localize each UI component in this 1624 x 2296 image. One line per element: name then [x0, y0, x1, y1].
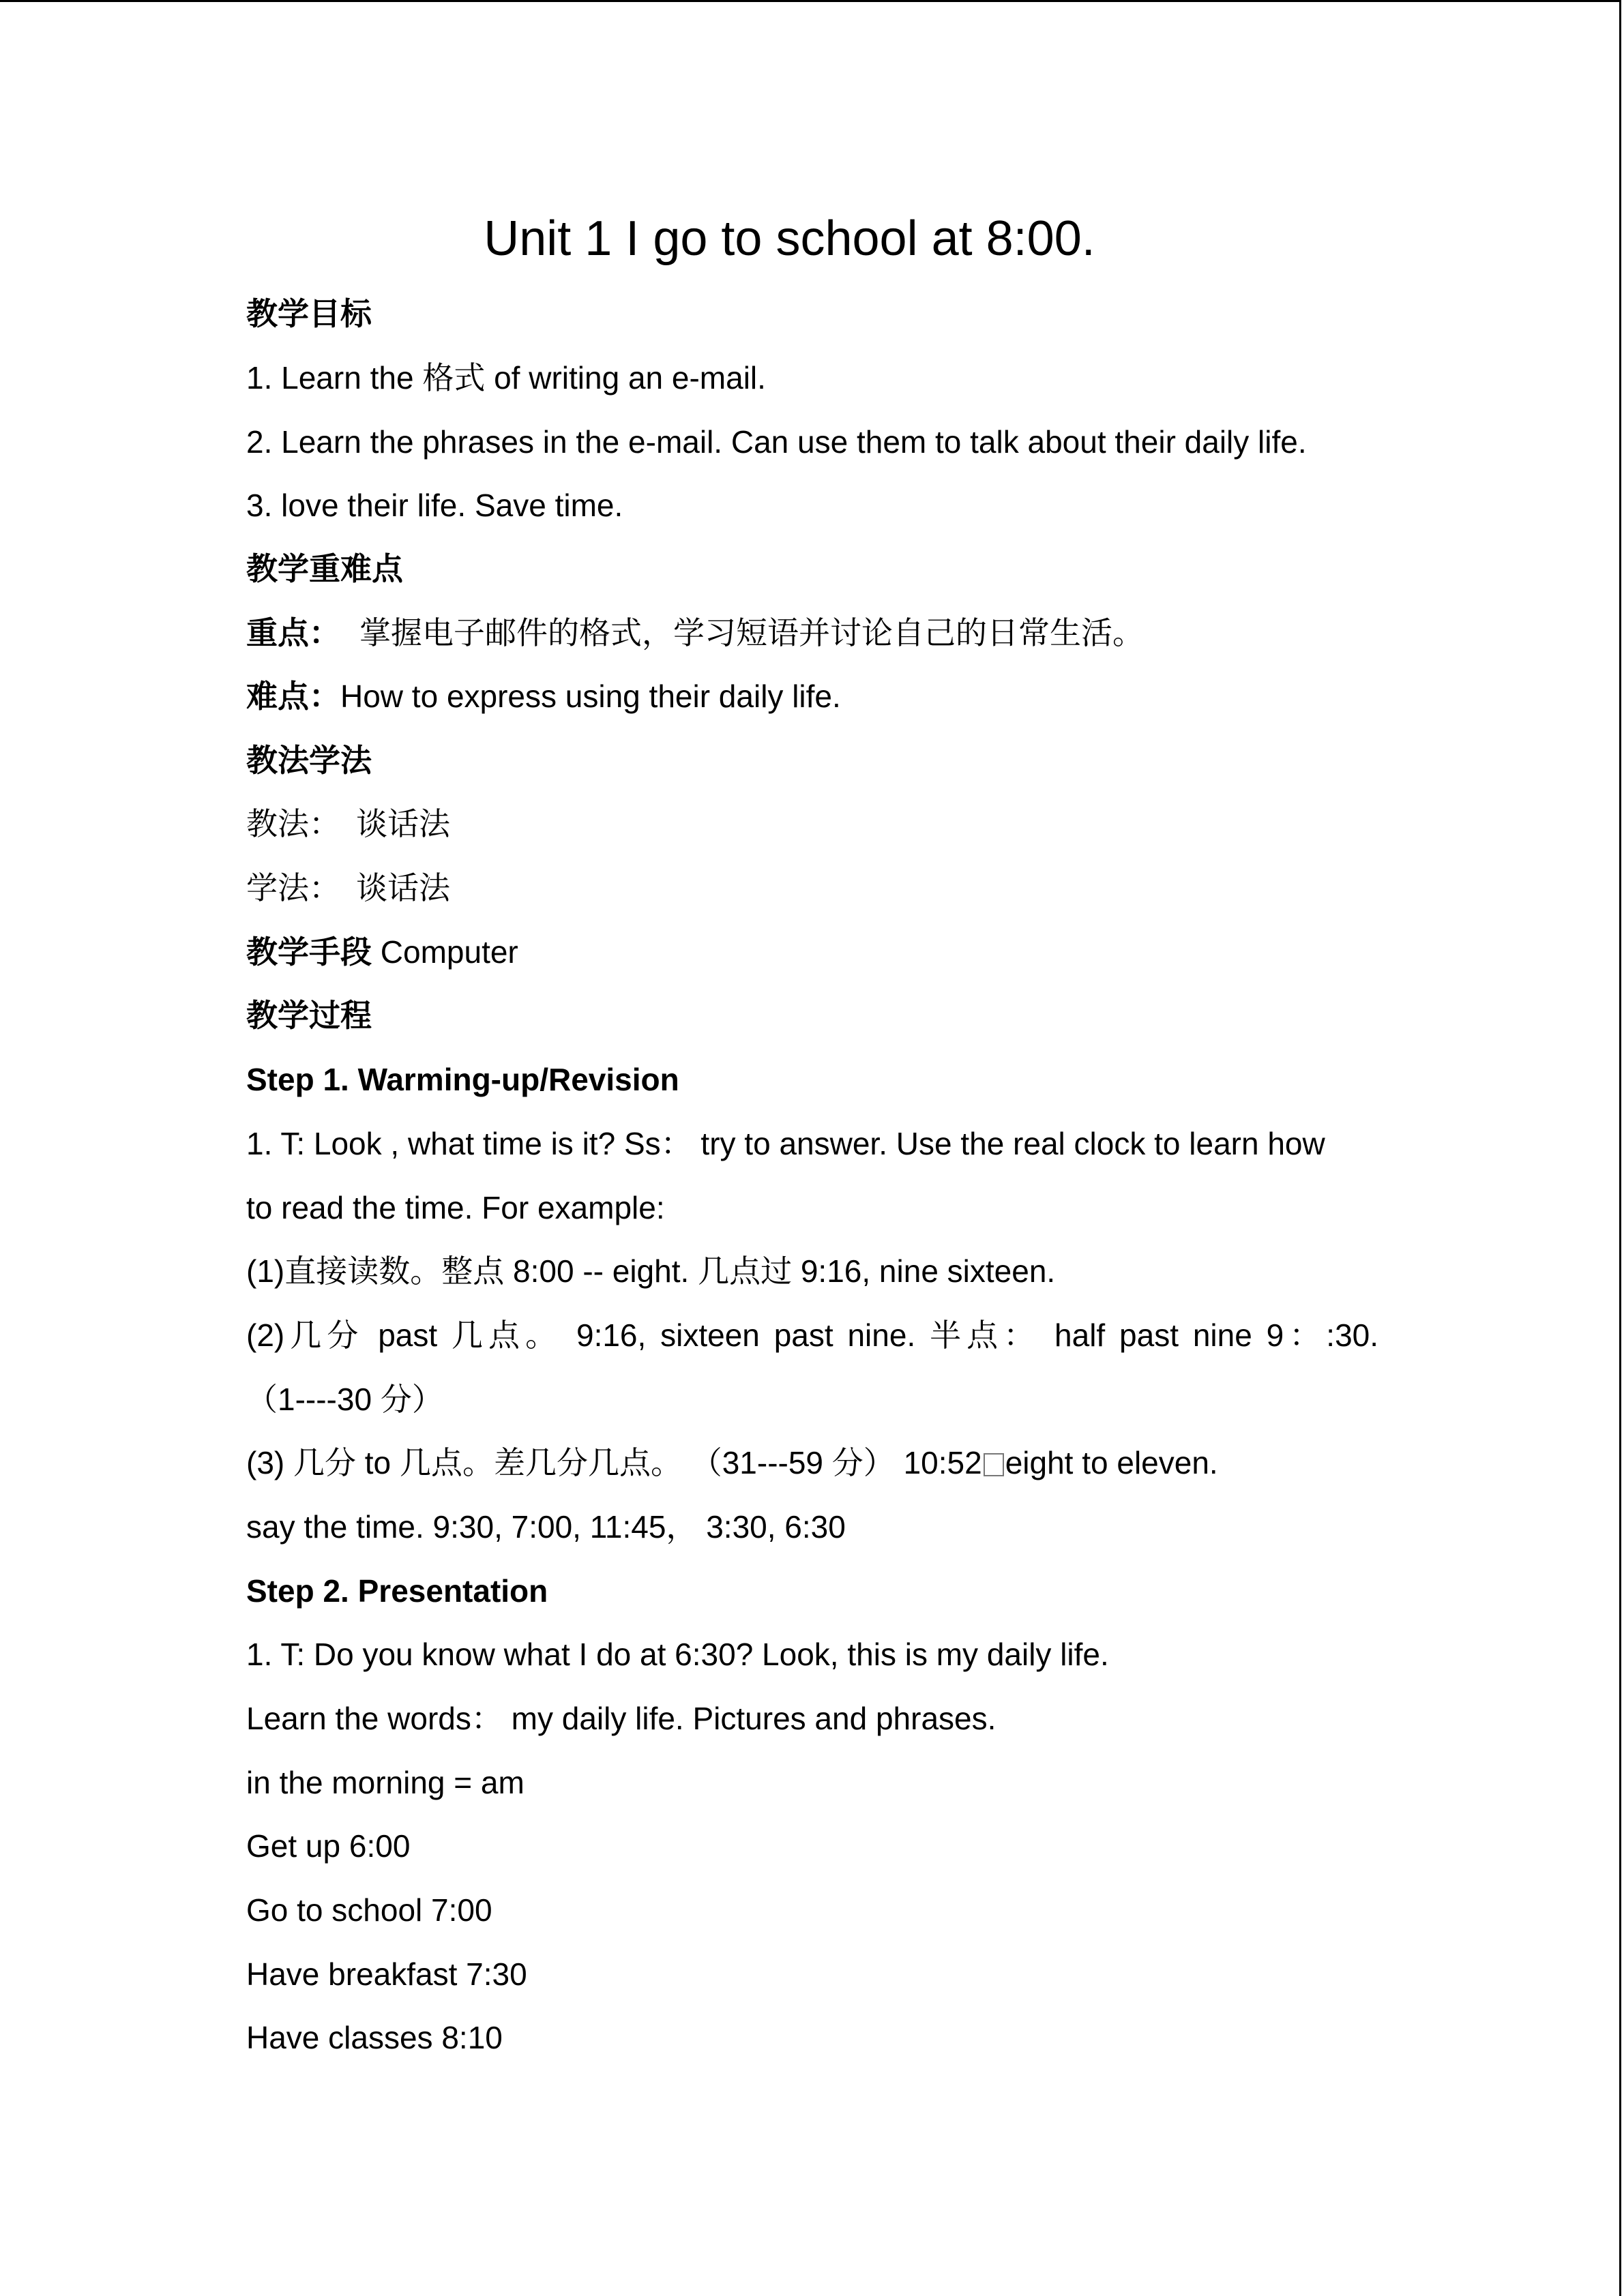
- key-point-line: [246, 612, 1378, 653]
- learning-method: 学法： 谈话法: [246, 869, 450, 906]
- objectives-heading: 教学目标: [246, 296, 372, 331]
- step1-line-6-b: 几分: [293, 1444, 356, 1481]
- step2-line-4: Get up 6:00: [246, 1828, 411, 1864]
- step1-line-3-a: (1): [246, 1253, 285, 1289]
- step1-line-6-a: (3): [246, 1445, 293, 1480]
- step1-line-6-e: （31---59: [681, 1445, 832, 1480]
- process-heading: 教学过程: [246, 998, 372, 1033]
- objective-item-1-cn: 格式: [422, 359, 486, 396]
- step1-line-6-h: eight to eleven.: [1005, 1445, 1218, 1480]
- step2-line-6: Have breakfast 7:30: [246, 1956, 527, 1992]
- teaching-method: 教法： 谈话法: [246, 805, 450, 842]
- step1-line-6: [246, 1442, 1378, 1483]
- step1-line-4-b: 几分: [284, 1317, 364, 1354]
- objective-item-1-post: of writing an e-mail.: [485, 360, 766, 396]
- step1-line-5-a: （1----30: [246, 1382, 381, 1417]
- step1-line-4: [246, 1315, 1378, 1356]
- step1-line-3-e: 9:16, nine sixteen.: [792, 1253, 1056, 1289]
- step2-line-1: 1. T: Do you know what I do at 6:30? Look, this is my daily life.: [246, 1637, 1109, 1672]
- step1-line-6-g: 10:52: [894, 1445, 982, 1480]
- step1-line-2: to read the time. For example:: [246, 1190, 665, 1225]
- step1-line-1: 1. T: Look , what time is it? Ss： try to answer. Use the real clock to learn how: [246, 1126, 1325, 1161]
- step1-line-5: [246, 1379, 1378, 1420]
- step1-line-3-c: 8:00 -- eight.: [504, 1253, 698, 1289]
- step2-line-7: Have classes 8:10: [246, 2020, 503, 2055]
- objective-item-3: 3. love their life. Save time.: [246, 488, 623, 523]
- step1-line-3-d: 几点过: [698, 1253, 793, 1289]
- step1-line-6-d: 几点。差几分几点。: [399, 1444, 682, 1481]
- step1-heading: Step 1. Warming-up/Revision: [246, 1062, 679, 1097]
- step1-line-4-c: past: [364, 1317, 452, 1353]
- step2-heading: Step 2. Presentation: [246, 1573, 548, 1609]
- missing-glyph-box-icon: [984, 1453, 1004, 1476]
- step1-line-5-b: 分）: [380, 1381, 443, 1418]
- objective-item-1-pre: 1. Learn the: [246, 360, 423, 396]
- teaching-means-line: [246, 931, 1378, 972]
- step1-line-3-b: 直接读数。整点: [284, 1253, 505, 1289]
- step2-line-3: in the morning = am: [246, 1765, 525, 1800]
- step1-line-4-d: 几点。: [452, 1317, 563, 1354]
- teaching-means-value: Computer: [372, 934, 518, 970]
- step1-line-4-e: 9:16, sixteen past nine.: [562, 1317, 930, 1353]
- key-point-text: 掌握电子邮件的格式，学习短语并讨论自己的日常生活。: [359, 614, 1144, 651]
- difficult-point-line: [246, 676, 1378, 717]
- step1-line-6-f: 分）: [831, 1444, 895, 1481]
- objective-item-1: [246, 357, 1378, 398]
- teaching-means-heading: 教学手段: [246, 934, 372, 970]
- step1-line-4-a: (2): [246, 1317, 285, 1353]
- step1-line-7: say the time. 9:30, 7:00, 11:45， 3:30, 6:30: [246, 1509, 846, 1545]
- difficult-point-text: How to express using their daily life.: [340, 679, 841, 714]
- key-points-heading: 教学重难点: [246, 551, 403, 586]
- step1-line-3: [246, 1251, 1378, 1292]
- difficult-point-label: 难点：: [246, 679, 340, 714]
- step1-line-4-f: 半点：: [930, 1317, 1041, 1354]
- step2-line-5: Go to school 7:00: [246, 1892, 492, 1928]
- step1-line-6-c: to: [356, 1445, 400, 1480]
- objective-item-2: 2. Learn the phrases in the e-mail. Can use them to talk about their daily life.: [246, 424, 1307, 460]
- step2-line-2: Learn the words： my daily life. Pictures and phrases.: [246, 1701, 996, 1736]
- methods-heading: 教法学法: [246, 743, 372, 778]
- document-title: Unit 1 I go to school at 8:00.: [484, 211, 1095, 266]
- step1-line-4-g: half past nine 9：:30.: [1040, 1317, 1379, 1353]
- key-point-label: 重点：: [246, 615, 340, 651]
